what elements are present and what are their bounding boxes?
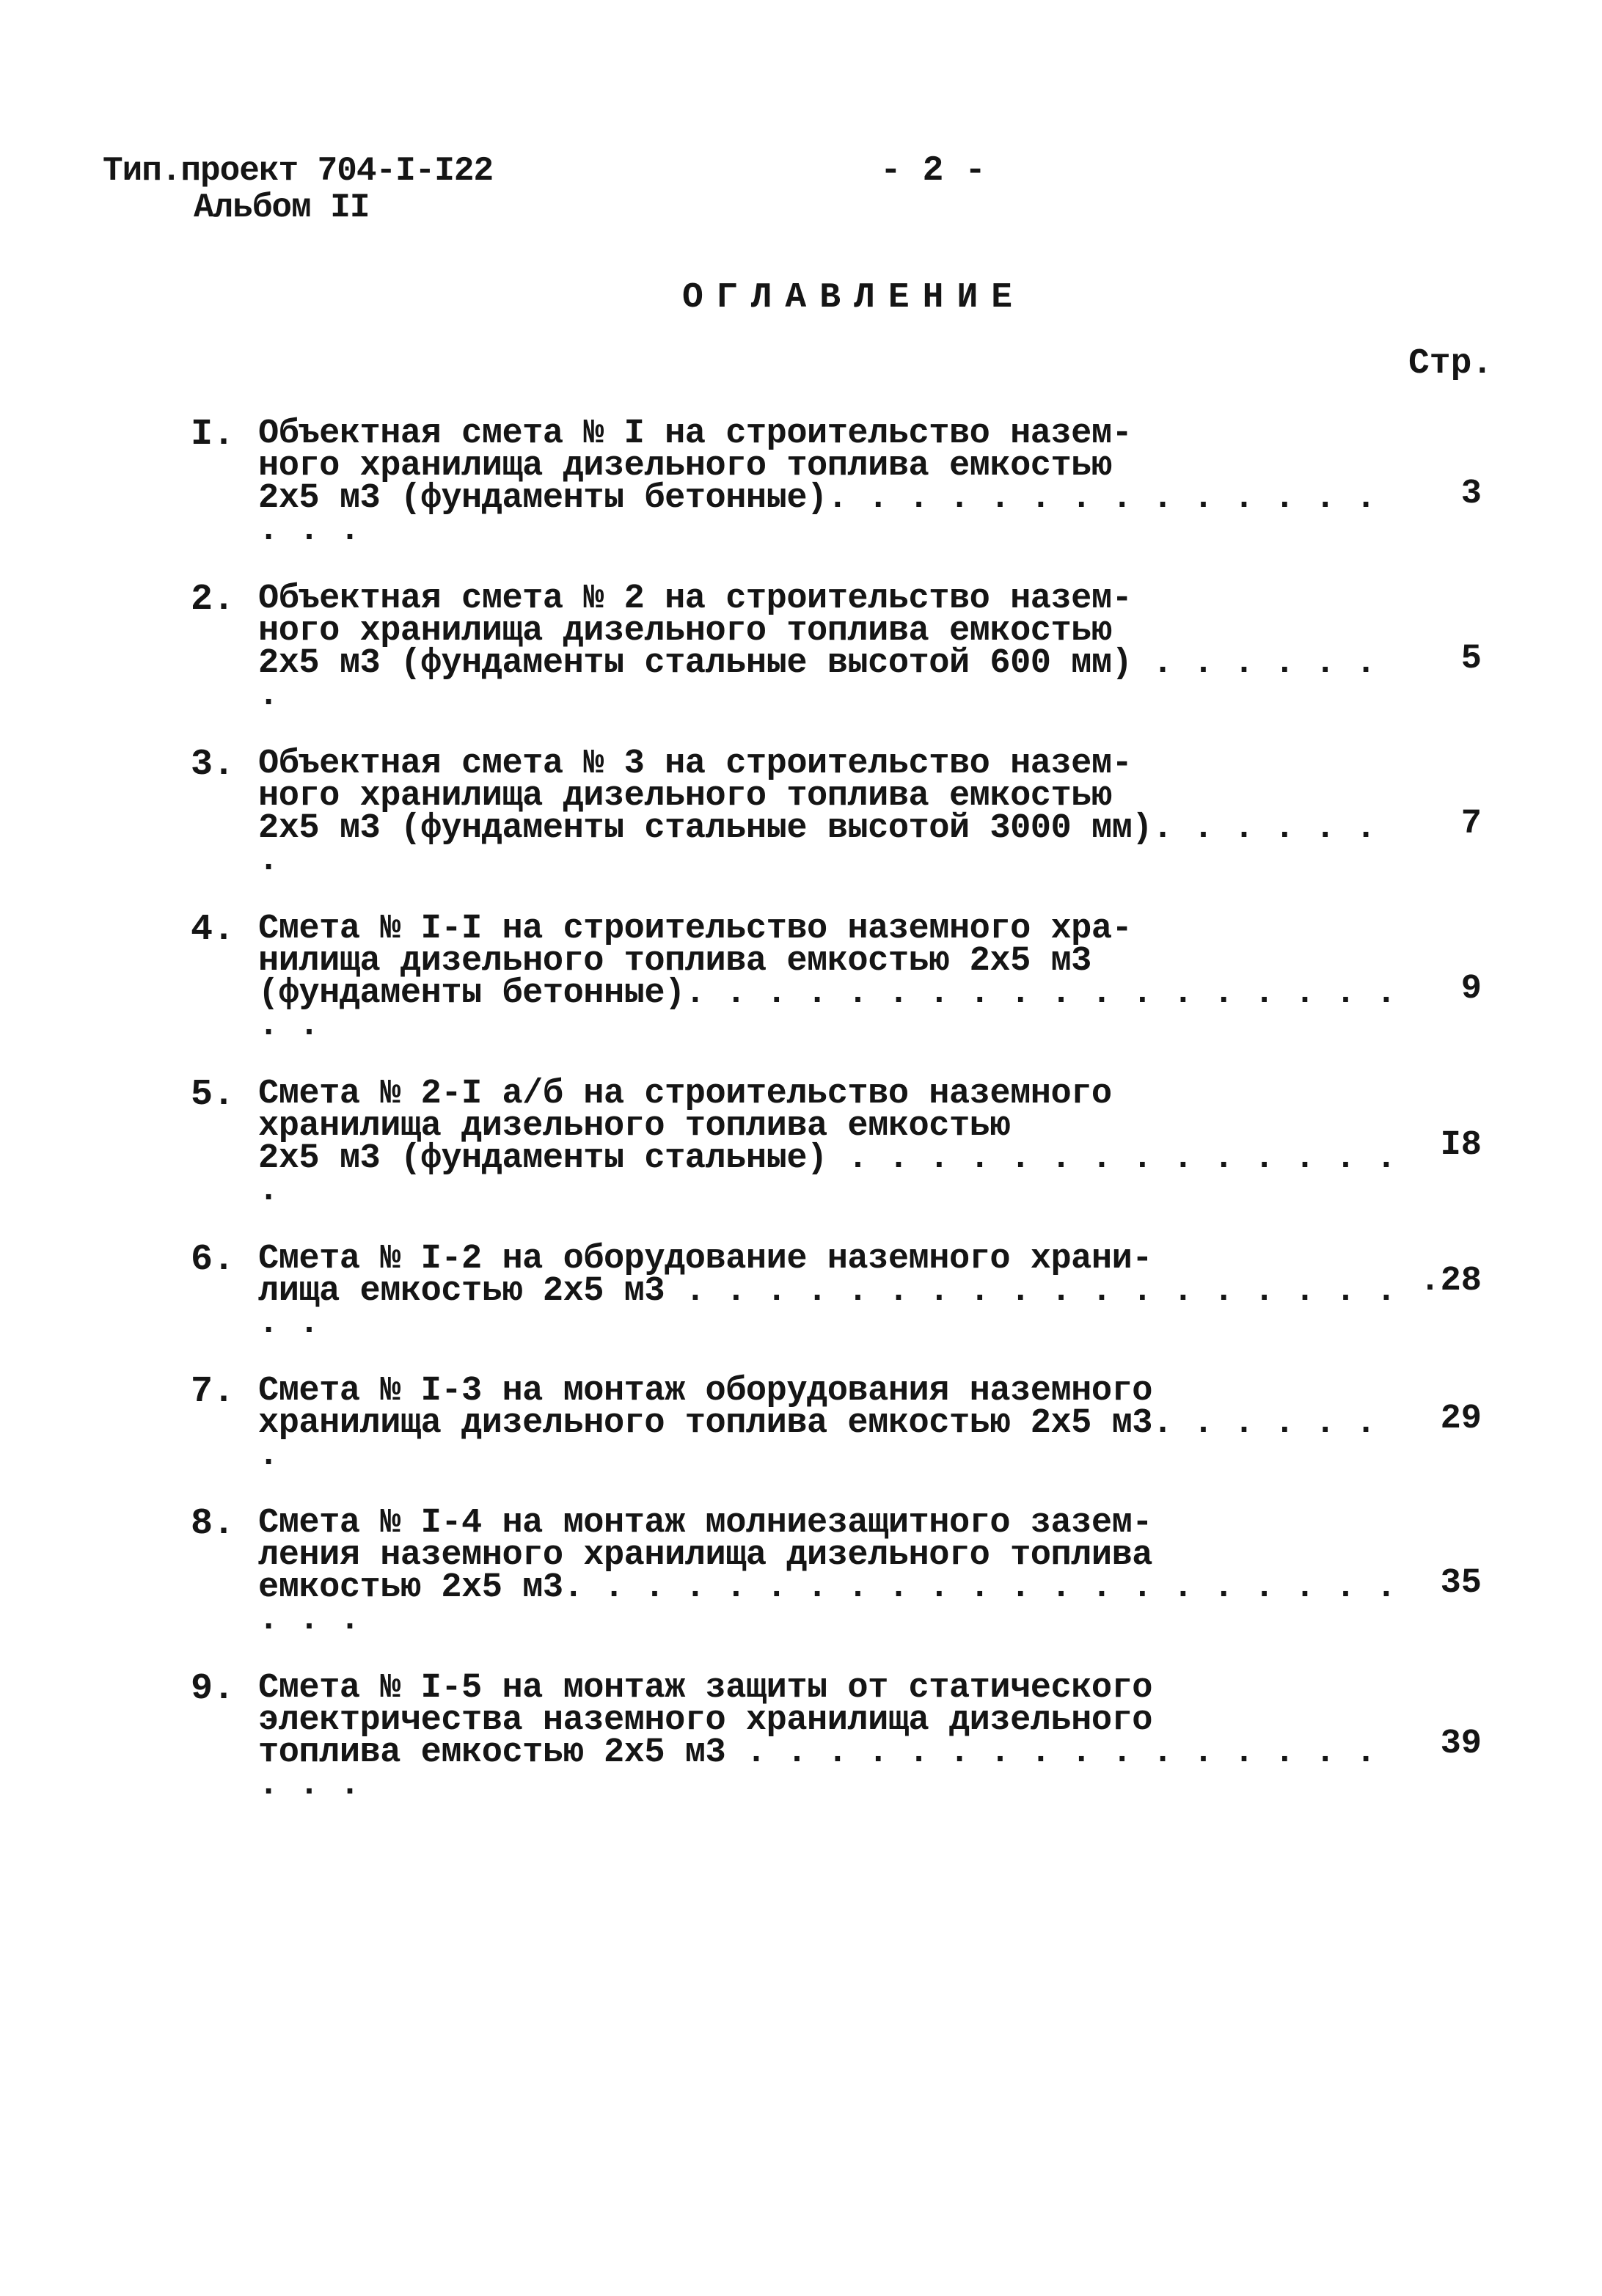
toc-entry-text: Объектная смета № 2 на строительство назем- ного хранилища дизельного топлива емкостью 2х5 м3 (фундаменты стальные высотой 600 мм) . . . . . . .: [258, 580, 1376, 715]
toc-entry-number: 8.: [191, 1503, 235, 1545]
toc-entry-number: 5.: [191, 1074, 235, 1116]
toc-entry-number: 9.: [191, 1668, 235, 1710]
toc-entry-page: 3: [1460, 475, 1482, 513]
toc-entry-number: 6.: [191, 1239, 235, 1281]
toc-entry-text: Смета № I-2 на оборудование наземного храни- лища емкостью 2х5 м3 . . . . . . . . . . . . . . . . . . . .: [258, 1240, 1397, 1343]
toc-entry-page: 9: [1460, 970, 1482, 1009]
toc-entry-text: Смета № I-3 на монтаж оборудования наземного хранилища дизельного топлива емкостью 2х5 м3. . . . . . .: [258, 1372, 1376, 1475]
toc-entry-page: .28: [1419, 1262, 1482, 1301]
toc-entry-text: Смета № 2-I а/б на строительство наземного хранилища дизельного топлива емкостью 2х5 м3 (фундаменты стальные) . . . . . . . . . . . . . . .: [258, 1075, 1397, 1210]
toc-entry-number: 3.: [191, 744, 235, 786]
toc-entry-number: 7.: [191, 1371, 235, 1413]
toc-entry-text: Смета № I-5 на монтаж защиты от статического электричества наземного хранилища дизельного топлива емкостью 2х5 м3 . . . . . . . . . . . . . . . . . . .: [258, 1669, 1376, 1805]
toc-entry-number: 2.: [191, 579, 235, 621]
toc-entry-text: Объектная смета № I на строительство назем- ного хранилища дизельного топлива емкостью 2х5 м3 (фундаменты бетонные). . . . . . . . . . . . . . . . .: [258, 414, 1376, 550]
page-column-label: Стр.: [1408, 344, 1493, 384]
toc-title: ОГЛАВЛЕНИЕ: [682, 278, 1026, 318]
toc-entry-text: Смета № I-I на строительство наземного хра- нилища дизельного топлива емкостью 2х5 м3 (фундаменты бетонные). . . . . . . . . . . . . . . . . . . .: [258, 910, 1397, 1045]
toc-entry-page: I8: [1440, 1126, 1482, 1165]
toc-entry-text: Объектная смета № 3 на строительство назем- ного хранилища дизельного топлива емкостью 2х5 м3 (фундаменты стальные высотой 3000 мм). . . . . . .: [258, 745, 1376, 880]
toc-entry-page: 39: [1440, 1725, 1482, 1763]
toc-entry-page: 5: [1460, 640, 1482, 679]
album-label: Альбом II: [194, 189, 370, 227]
toc-entry-page: 35: [1440, 1564, 1482, 1603]
project-code: Тип.проект 704-I-I22: [103, 152, 494, 190]
toc-entry-number: I.: [191, 414, 235, 456]
toc-entry-text: Смета № I-4 на монтаж молниезащитного зазем- ления наземного хранилища дизельного топлива емкостью 2х5 м3. . . . . . . . . . . . . . . . . . . . . . . .: [258, 1504, 1397, 1639]
toc-entry-number: 4.: [191, 909, 235, 951]
toc-entry-page: 7: [1460, 805, 1482, 844]
page-number: - 2 -: [880, 151, 987, 191]
toc-entry-page: 29: [1440, 1400, 1482, 1438]
